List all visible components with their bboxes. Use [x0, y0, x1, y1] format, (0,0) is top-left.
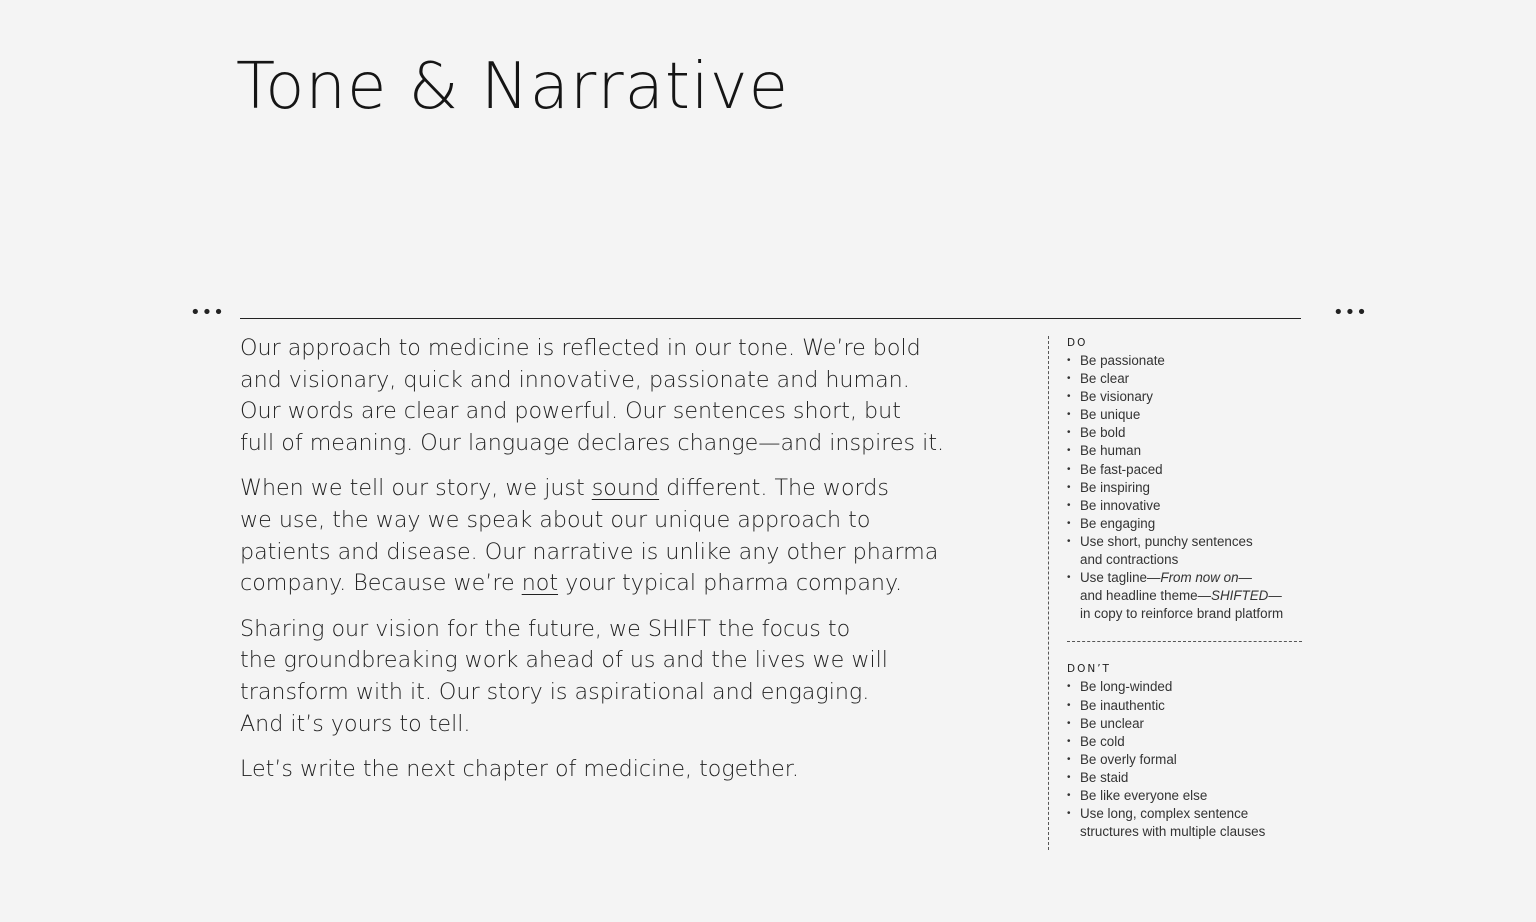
- dont-item: • Use long, complex sentence structures with multiple clauses: [1067, 805, 1302, 841]
- do-item: • Be visionary: [1067, 388, 1302, 406]
- guidelines-sidebar: [1048, 336, 1302, 850]
- dont-item: • Be long-winded: [1067, 678, 1302, 696]
- do-section: [1049, 336, 1302, 623]
- paragraph-closing: Let’s write the next chapter of medicine, together.: [240, 756, 799, 783]
- underlined-sound: sound: [591, 475, 660, 502]
- do-item: • Be innovative: [1067, 497, 1302, 515]
- do-heading: DO: [1067, 337, 1088, 349]
- do-item: • Be bold: [1067, 424, 1302, 442]
- tagline-italic-shifted: SHIFTED: [1211, 588, 1269, 604]
- dont-item: • Be staid: [1067, 769, 1302, 787]
- do-item: • Be clear: [1067, 370, 1302, 388]
- dont-item: • Be overly formal: [1067, 751, 1302, 769]
- dont-item: • Be like everyone else: [1067, 787, 1302, 805]
- dont-item: • Be cold: [1067, 733, 1302, 751]
- do-item: • Be engaging: [1067, 515, 1302, 533]
- left-ellipsis-mark: •••: [190, 302, 225, 323]
- sidebar-dashed-divider: [1067, 641, 1302, 642]
- page-title: Tone & Narrative: [236, 50, 789, 124]
- paragraph-story: [240, 473, 1030, 599]
- do-item: • Be passionate: [1067, 352, 1302, 370]
- paragraph-vision: Sharing our vision for the future, we SHIFT the focus to the groundbreaking work ahead of us and the lives we will transform with it. Our story is aspirational and engaging. And it’s yours to tell.: [240, 615, 888, 737]
- tagline-text-b: — and headline theme—: [1080, 570, 1252, 604]
- do-item: • Be fast-paced: [1067, 461, 1302, 479]
- right-ellipsis-mark: •••: [1333, 302, 1368, 323]
- paragraph-story-text-1: When we tell our story, we just: [240, 475, 592, 502]
- narrative-body: [240, 333, 1030, 800]
- do-item-tagline: [1067, 569, 1302, 623]
- do-item: • Be inspiring: [1067, 479, 1302, 497]
- horizontal-divider: [240, 318, 1301, 319]
- tagline-text-c: — in copy to reinforce brand platform: [1080, 588, 1284, 622]
- tagline-italic-from-now-on: From now on: [1160, 570, 1239, 586]
- dont-heading: DON’T: [1067, 663, 1111, 676]
- do-item: • Be unique: [1067, 406, 1302, 424]
- paragraph-story-text-3: your typical pharma company.: [558, 570, 903, 597]
- do-list: [1067, 352, 1302, 623]
- dont-section: [1049, 662, 1302, 841]
- dont-list: [1067, 678, 1302, 841]
- dont-item: • Be unclear: [1067, 715, 1302, 733]
- do-item: • Be human: [1067, 442, 1302, 460]
- tagline-text-a: Use tagline—: [1080, 570, 1161, 586]
- underlined-not: not: [521, 570, 559, 597]
- dont-item: • Be inauthentic: [1067, 697, 1302, 715]
- paragraph-story-text-2: different. The words we use, the way we speak about our unique approach to patients and disease. Our narrative is unlike any other pharma company. Because we’re: [240, 475, 939, 597]
- paragraph-approach: Our approach to medicine is reflected in our tone. We’re bold and visionary, quick and innovative, passionate and human. Our words are clear and powerful. Our sentences short, but full of meaning. Our language declares change—and inspires it.: [240, 335, 945, 456]
- do-item: • Use short, punchy sentences and contractions: [1067, 533, 1302, 569]
